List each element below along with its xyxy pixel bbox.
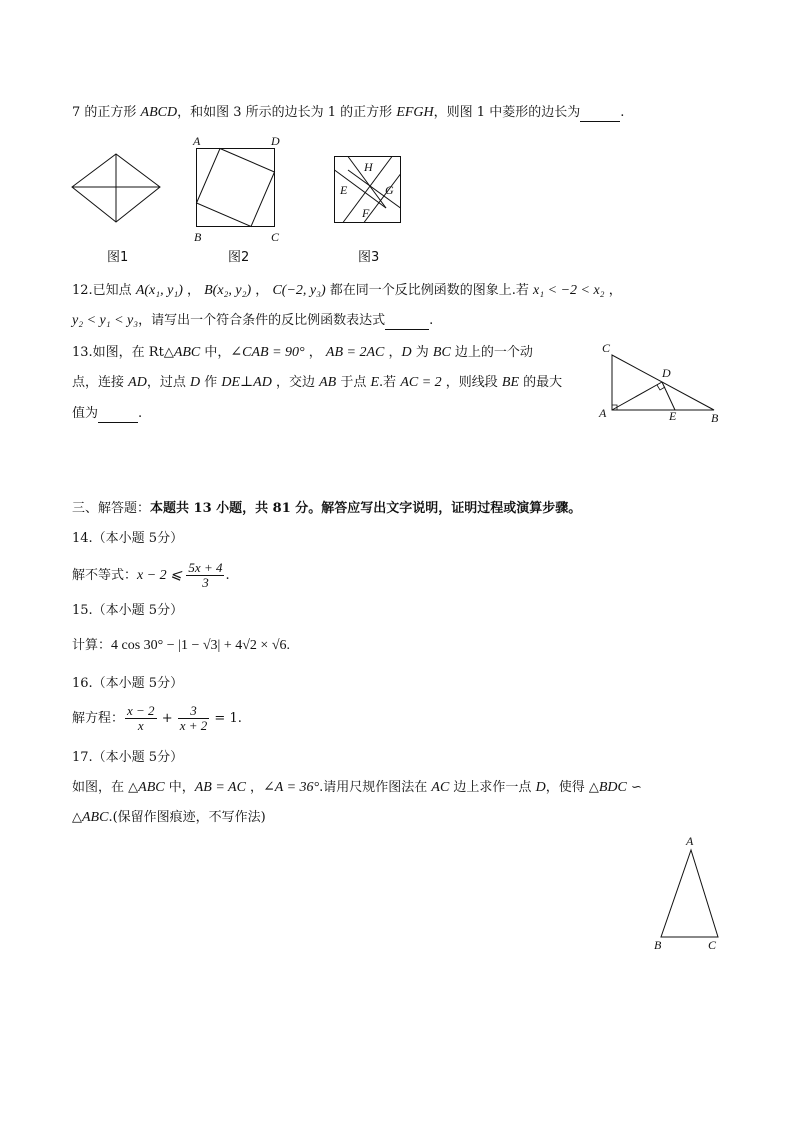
q12-point-b: B(x₂, y₂) <box>204 283 252 298</box>
q17-angle: ∠A = 36° <box>263 780 320 795</box>
q16-heading: 16.（本小题 5分） <box>72 676 184 691</box>
q16-body <box>72 703 242 735</box>
q13-line3 <box>72 405 142 423</box>
fig3-label-f: F <box>362 206 370 220</box>
q13-e: E <box>370 375 380 390</box>
q13-ab: AB <box>319 375 337 390</box>
q17-equality: AB = AC <box>194 780 246 795</box>
q11-abcd: ABCD <box>140 105 178 120</box>
q17-fig-label-b: B <box>654 938 662 952</box>
q17-text-d: 边上求作一点 <box>449 780 536 795</box>
q16-f1-numerator: x − 2 <box>127 703 155 718</box>
q13-ac-value: AC = 2 <box>400 375 442 390</box>
q13-d2: D <box>189 375 201 390</box>
q13-text-b: ， <box>384 345 402 360</box>
q12-line2 <box>72 312 433 330</box>
q12-point-a: A(x₁, y₁) <box>135 283 183 298</box>
q17-tri: ABC <box>138 780 165 795</box>
q17-bdc: BDC <box>598 780 627 795</box>
q15-heading: 15.（本小题 5分） <box>72 603 184 618</box>
q11-text: 7 的正方形 <box>72 105 141 120</box>
q14-denominator: 3 <box>202 575 209 590</box>
q13-text: 13.如图，在 Rt△ <box>72 345 174 360</box>
q13-answer-blank[interactable] <box>98 408 138 423</box>
q13-fig-label-b: B <box>711 411 719 425</box>
q17-text-b: ， <box>245 780 264 795</box>
q13-triangle-figure <box>600 350 720 415</box>
q17-text-e: ，使得 △ <box>545 780 599 795</box>
q13-text-2e: 于点 <box>336 375 371 390</box>
q17-triangle-symbol: △ <box>72 810 82 825</box>
q17-text-c: .请用尺规作图法在 <box>319 780 432 795</box>
q13-fig-label-d: D <box>662 366 671 380</box>
q13-tri: ABC <box>173 345 201 360</box>
q17-fig-label-a: A <box>686 834 694 848</box>
q16-f1-denominator: x <box>137 718 144 733</box>
figure-3-caption: 图3 <box>358 250 380 265</box>
q12-point-c: C(−2, y₃) <box>272 283 326 298</box>
q14-text: 解不等式： <box>72 568 138 583</box>
q16-fraction-2 <box>178 704 210 733</box>
q13-fig-label-e: E <box>669 409 677 423</box>
q15-text: 计算： <box>72 638 112 653</box>
q14-fraction <box>186 561 224 590</box>
q12-condition-x: x₁ < −2 < x₂ <box>533 283 605 298</box>
q13-ad: AD <box>128 375 147 390</box>
q11-line <box>72 104 624 122</box>
fig2-label-b: B <box>194 230 202 244</box>
q13-text-2b: ，过点 <box>146 375 190 390</box>
q14-heading: 14.（本小题 5分） <box>72 531 184 546</box>
q17-isosceles-triangle <box>660 848 722 940</box>
q12-line1 <box>72 282 622 300</box>
section-3-heading <box>72 500 581 518</box>
q13-relation: AB = 2AC <box>325 345 385 360</box>
q16-text: 解方程： <box>72 711 125 726</box>
figure-1-caption: 图1 <box>107 250 129 265</box>
q11-text-mid: ，和如图 3 所示的边长为 1 的正方形 <box>177 105 397 120</box>
fig2-label-c: C <box>271 230 280 244</box>
q11-efgh: EFGH <box>396 105 434 120</box>
q14-lhs: x − 2 ⩽ <box>137 568 186 583</box>
q13-be: BE <box>501 375 520 390</box>
q17-text-a: 中， <box>164 780 195 795</box>
q17-line2 <box>72 809 266 827</box>
q13-angle: ∠CAB = 90° <box>230 345 305 360</box>
q15-body <box>72 637 290 655</box>
q11-answer-blank[interactable] <box>580 107 620 122</box>
q17-abc: ABC <box>82 810 109 825</box>
q13-text-3: 值为 <box>72 406 99 421</box>
q13-line2 <box>72 374 562 392</box>
fig3-label-e: E <box>340 183 348 197</box>
q13-text-2c: 作 <box>200 375 222 390</box>
fig2-label-a: A <box>193 134 201 148</box>
q13-text-2d: ，交边 <box>271 375 320 390</box>
q14-numerator: 5x + 4 <box>188 560 223 575</box>
q14-end: . <box>225 568 230 583</box>
fig2-label-d: D <box>271 134 280 148</box>
q12-text-end: ， <box>604 283 622 298</box>
q14-body <box>72 560 230 592</box>
q13-text-2a: 点，连接 <box>72 375 129 390</box>
q12-sep2: ， <box>251 283 273 298</box>
q16-f2-numerator: 3 <box>178 704 210 719</box>
q13-perp: DE⊥AD <box>221 375 272 390</box>
q17-text-2: .(保留作图痕迹，不写作法) <box>108 810 266 825</box>
q13-line1 <box>72 344 533 362</box>
q13-text-2h: 的最大 <box>519 375 563 390</box>
q13-end: . <box>138 406 143 421</box>
q13-fig-label-a: A <box>599 406 607 420</box>
q12-sep1: ， <box>182 283 205 298</box>
q17-line1 <box>72 779 642 797</box>
q17-fig-label-c: C <box>708 938 717 952</box>
q17-heading: 17.（本小题 5分） <box>72 750 184 765</box>
section-3-title: 三、解答题： <box>72 501 151 516</box>
q12-end: . <box>429 313 434 328</box>
fig3-label-g: G <box>385 183 394 197</box>
q11-end: . <box>620 105 625 120</box>
q12-text-2: ，请写出一个符合条件的反比例函数表达式 <box>138 313 386 328</box>
q17-text: 如图，在 △ <box>72 780 139 795</box>
q13-sep: ， <box>304 345 326 360</box>
section-3-instructions: 本题共 13 小题，共 81 分。解答应写出文字说明，证明过程或演算步骤。 <box>150 501 582 516</box>
q12-answer-blank[interactable] <box>385 315 429 330</box>
q13-fig-label-c: C <box>602 341 611 355</box>
q12-condition-y: y₂ < y₁ < y₃ <box>72 313 139 328</box>
q13-bc: BC <box>432 345 451 360</box>
q17-similar-symbol: ∽ <box>626 780 642 795</box>
figure-2-squares <box>196 148 276 228</box>
q17-ac: AC <box>431 780 450 795</box>
q12-text: 12.已知点 <box>72 283 136 298</box>
q16-f2-denominator: x + 2 <box>179 718 208 733</box>
q11-text-post: ，则图 1 中菱形的边长为 <box>433 105 581 120</box>
figure-2-caption: 图2 <box>228 250 250 265</box>
q15-expression: 4 cos 30° − |1 − √3| + 4√2 × √6. <box>111 638 291 653</box>
fig3-label-h: H <box>364 160 373 174</box>
q16-rhs: = 1. <box>210 711 242 726</box>
q12-text-mid: 都在同一个反比例函数的图象上.若 <box>325 283 534 298</box>
q13-text-2f: .若 <box>379 375 401 390</box>
q16-fraction-1 <box>125 704 157 733</box>
q13-text-a: 中， <box>200 345 231 360</box>
figure-1-rhombus <box>70 152 162 224</box>
q13-text-2g: ，则线段 <box>441 375 502 390</box>
q13-text-d: 边上的一个动 <box>450 345 533 360</box>
q16-plus: + <box>157 711 177 726</box>
q13-text-c: 为 <box>411 345 433 360</box>
q13-d: D <box>401 345 412 360</box>
q17-d: D <box>535 780 546 795</box>
